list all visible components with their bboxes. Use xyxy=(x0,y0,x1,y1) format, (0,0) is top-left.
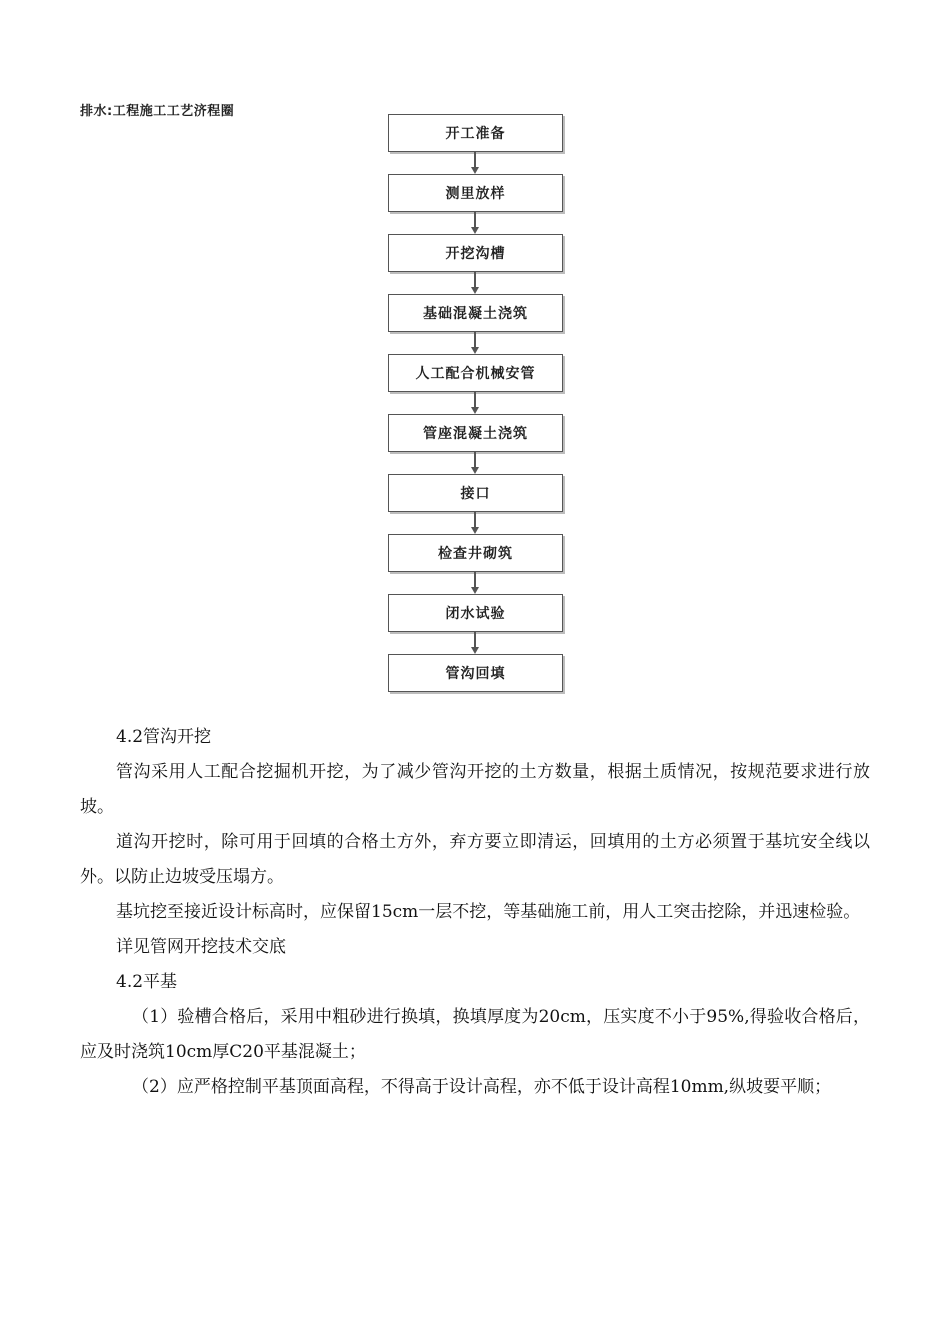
process-flowchart xyxy=(388,114,563,692)
flow-arrow xyxy=(388,392,563,414)
flow-arrow xyxy=(388,452,563,474)
flow-arrow xyxy=(388,152,563,174)
body-paragraph: 道沟开挖时，除可用于回填的合格土方外，弃方要立即清运，回填用的土方必须置于基坑安全线以外。以防止边坡受压塌方。 xyxy=(80,832,870,887)
flow-arrow xyxy=(388,572,563,594)
flow-step: 管座混凝土浇筑 xyxy=(388,414,563,452)
flow-step: 基础混凝土浇筑 xyxy=(388,294,563,332)
list-item: （1）验槽合格后，采用中粗砂进行换填，换填厚度为20cm，压实度不小于95%,得验收合格后，应及时浇筑10cm厚C20平基混凝土； xyxy=(80,1007,870,1062)
flow-arrow xyxy=(388,632,563,654)
section-heading: 4.2管沟开挖 xyxy=(116,727,212,747)
flow-step: 管沟回填 xyxy=(388,654,563,692)
flow-step: 开工准备 xyxy=(388,114,563,152)
flow-arrow xyxy=(388,272,563,294)
body-paragraph: 基坑挖至接近设计标高时，应保留15cm一层不挖，等基础施工前，用人工突击挖除，并迅速检验。 xyxy=(116,902,861,922)
flow-step: 测里放样 xyxy=(388,174,563,212)
flow-arrow xyxy=(388,512,563,534)
body-paragraph: 管沟采用人工配合挖掘机开挖，为了减少管沟开挖的土方数量，根据土质情况，按规范要求进行放坡。 xyxy=(80,762,870,817)
flow-arrow xyxy=(388,332,563,354)
flow-step: 检查井砌筑 xyxy=(388,534,563,572)
section-heading: 4.2平基 xyxy=(116,972,178,992)
flow-step: 接口 xyxy=(388,474,563,512)
flowchart-caption: 排水:工程施工工艺济程圈 xyxy=(80,104,235,119)
body-paragraph: 详见管网开挖技术交底 xyxy=(116,937,286,957)
flow-step: 人工配合机械安管 xyxy=(388,354,563,392)
flow-arrow xyxy=(388,212,563,234)
flow-step: 开挖沟槽 xyxy=(388,234,563,272)
document-body xyxy=(80,720,870,1105)
flow-step: 闭水试验 xyxy=(388,594,563,632)
list-item: （2）应严格控制平基顶面高程，不得高于设计高程，亦不低于设计高程10mm,纵坡要平顺； xyxy=(132,1077,832,1097)
